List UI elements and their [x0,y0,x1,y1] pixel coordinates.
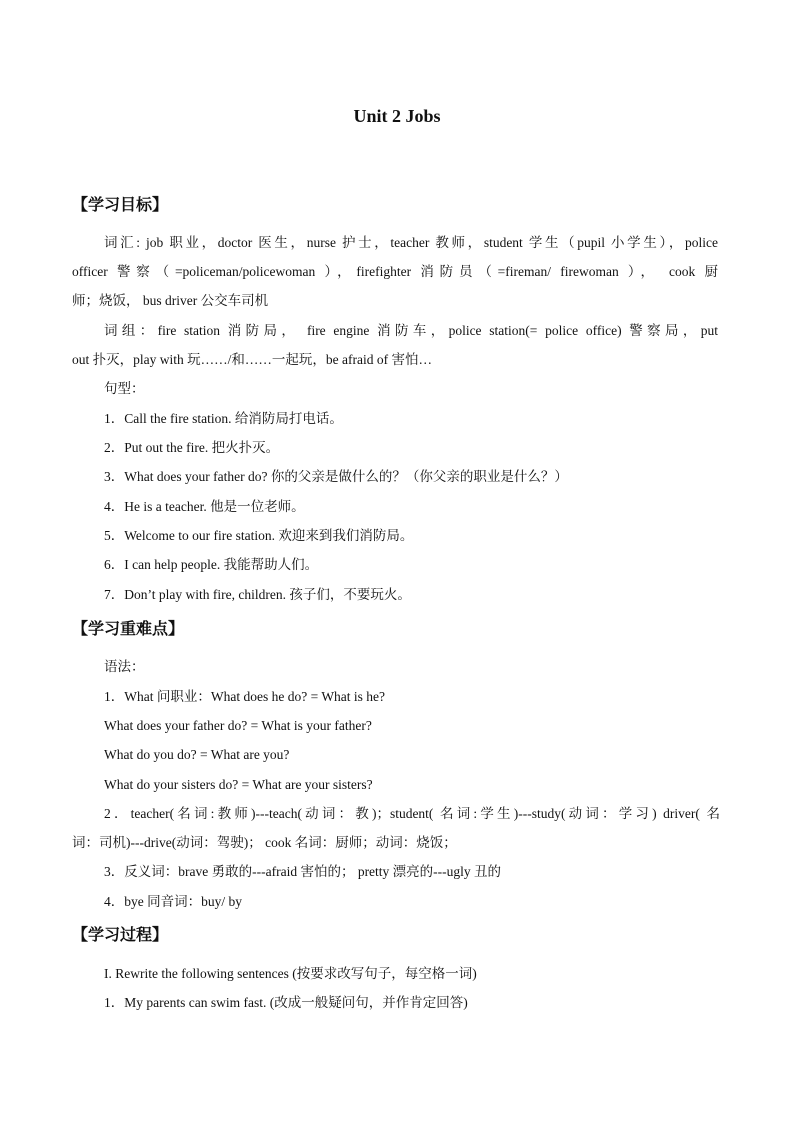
grammar-item: 4．bye 同音词：buy/ by [104,894,242,909]
grammar-item: 2．teacher(名词:教师)---teach(动词：教)；student( 名词:学生)---study(动词：学习) driver( 名 [104,806,720,821]
grammar-example: What do you do? = What are you? [104,747,290,762]
grammar-label: 语法： [104,659,145,674]
phrase-line-2: out 扑灭，play with 玩……/和……一起玩，be afraid of 害怕… [72,352,432,367]
sentence-item: 7．Don’t play with fire, children. 孩子们，不要玩火。 [104,587,411,602]
section-heading-objectives: 【学习目标】 [72,195,169,214]
section-heading-key-points: 【学习重难点】 [72,619,185,638]
sentence-item: 4．He is a teacher. 他是一位老师。 [104,499,305,514]
grammar-example: What do your sisters do? = What are your sisters? [104,777,373,792]
sentence-item: 5．Welcome to our fire station. 欢迎来到我们消防局。 [104,528,414,543]
section-heading-process: 【学习过程】 [72,925,169,944]
sentence-item: 3．What does your father do? 你的父亲是做什么的？（你父亲的职业是什么？） [104,469,568,484]
exercise-title: I. Rewrite the following sentences (按要求改写句子，每空格一词) [104,966,477,981]
sentence-item: 2．Put out the fire. 把火扑灭。 [104,440,280,455]
pattern-label: 句型： [104,381,145,396]
sentence-item: 1．Call the fire station. 给消防局打电话。 [104,411,343,426]
vocab-line-2: officer 警察（=policeman/policewoman ），firefighter 消防员（=fireman/ firewoman ）， cook 厨 [72,264,718,279]
page-title: Unit 2 Jobs [353,106,441,126]
exercise-question: 1．My parents can swim fast. (改成一般疑问句，并作肯定回答) [104,995,468,1010]
grammar-item-cont: 词：司机)---drive(动词：驾驶)； cook 名词：厨师；动词：烧饭； [72,835,457,850]
grammar-example: What does your father do? = What is your father? [104,718,372,733]
grammar-item: 3．反义词：brave 勇敢的---afraid 害怕的； pretty 漂亮的---ugly 丑的 [104,864,502,879]
vocab-line-1: 词汇: job 职业，doctor 医生，nurse 护士，teacher 教师，student 学生（pupil 小学生），police [104,235,718,250]
sentence-item: 6．I can help people. 我能帮助人们。 [104,557,319,572]
vocab-line-3: 师；烧饭， bus driver 公交车司机 [72,293,269,308]
grammar-item: 1．What 问职业：What does he do? = What is he? [104,689,386,704]
phrase-line-1: 词组：fire station 消防局， fire engine 消防车，police station(= police office) 警察局，put [104,323,718,338]
